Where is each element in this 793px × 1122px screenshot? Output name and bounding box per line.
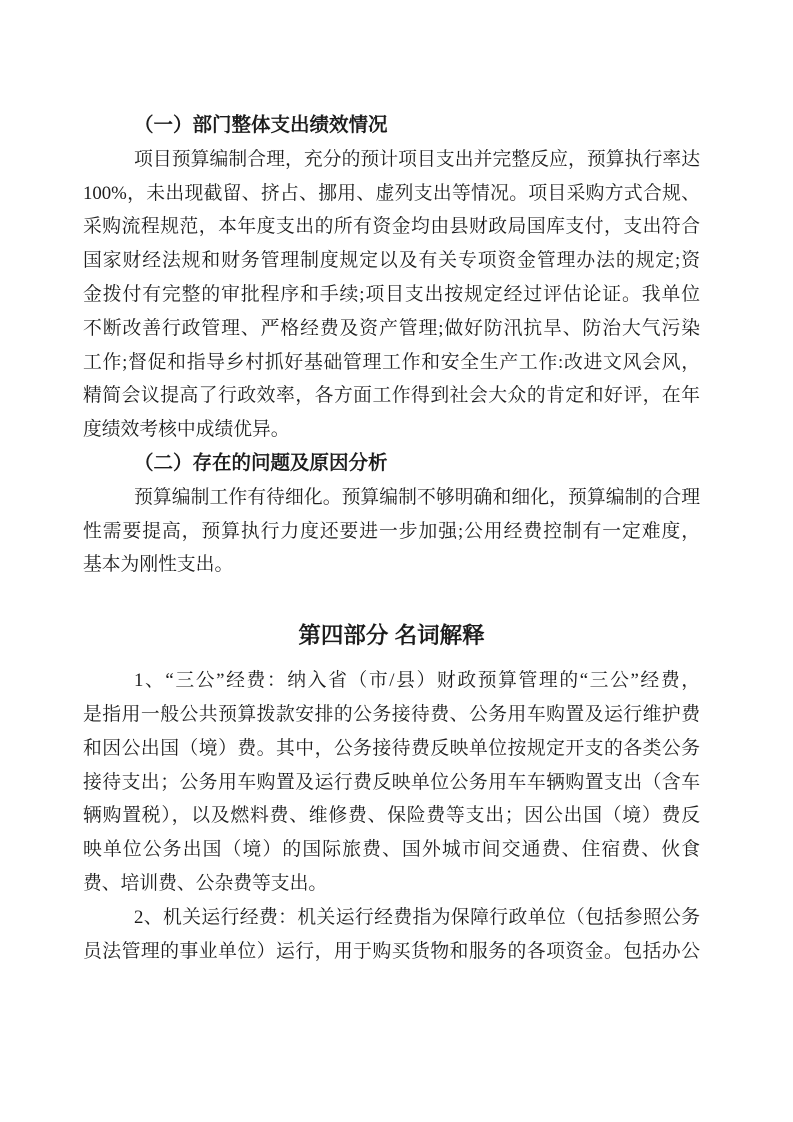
text-line: 费、培训费、公杂费等支出。	[83, 872, 328, 894]
text-line: 1、“三公”经费：纳入省（市/县）财政预算管理的“三公”经费，	[134, 670, 700, 692]
text-line: 接待支出；公务用车购置及运行费反映单位公务用车车辆购置支出（含车	[83, 771, 700, 793]
text-line: 2、机关运行经费：机关运行经费指为保障行政单位（包括参照公务	[134, 906, 700, 928]
text-line: 是指用一般公共预算拨款安排的公务接待费、公务用车购置及运行维护费	[83, 703, 700, 725]
text-line: 和因公出国（境）费。其中，公务接待费反映单位按规定开支的各类公务	[83, 737, 700, 759]
text-line: 精简会议提高了行政效率，各方面工作得到社会大众的肯定和好评，在年	[83, 385, 700, 407]
text-line: 不断改善行政管理、严格经费及资产管理;做好防汛抗旱、防治大气污染	[83, 317, 700, 339]
text-line: 国家财经法规和财务管理制度规定以及有关专项资金管理办法的规定;资	[83, 250, 700, 272]
text-line: 采购流程规范，本年度支出的所有资金均由县财政局国库支付，支出符合	[83, 216, 700, 238]
document-page	[83, 0, 700, 968]
text-line: 工作;督促和指导乡村抓好基础管理工作和安全生产工作:改进文风会风，	[83, 351, 700, 373]
part-title: 第四部分 名词解释	[298, 623, 485, 649]
subheading-performance: （一）部门整体支出绩效情况	[134, 114, 388, 136]
text-line: 员法管理的事业单位）运行，用于购买货物和服务的各项资金。包括办公	[83, 940, 700, 962]
subheading-problems: （二）存在的问题及原因分析	[134, 451, 388, 474]
text-line: 辆购置税），以及燃料费、维修费、保险费等支出；因公出国（境）费反	[83, 805, 700, 827]
text-line: 映单位公务出国（境）的国际旅费、国外城市间交通费、住宿费、伙食	[83, 839, 700, 861]
text-line: 度绩效考核中成绩优异。	[83, 419, 290, 441]
text-line: 金拨付有完整的审批程序和手续;项目支出按规定经过评估论证。我单位	[83, 283, 700, 305]
text-line: 预算编制工作有待细化。预算编制不够明确和细化，预算编制的合理	[134, 486, 700, 508]
text-line: 基本为刚性支出。	[83, 554, 234, 576]
text-line: 性需要提高，预算执行力度还要进一步加强;公用经费控制有一定难度，	[83, 520, 700, 542]
text-line: 项目预算编制合理，充分的预计项目支出并完整反应，预算执行率达	[134, 148, 700, 170]
text-line: 100%，未出现截留、挤占、挪用、虚列支出等情况。项目采购方式合规、	[83, 182, 700, 204]
